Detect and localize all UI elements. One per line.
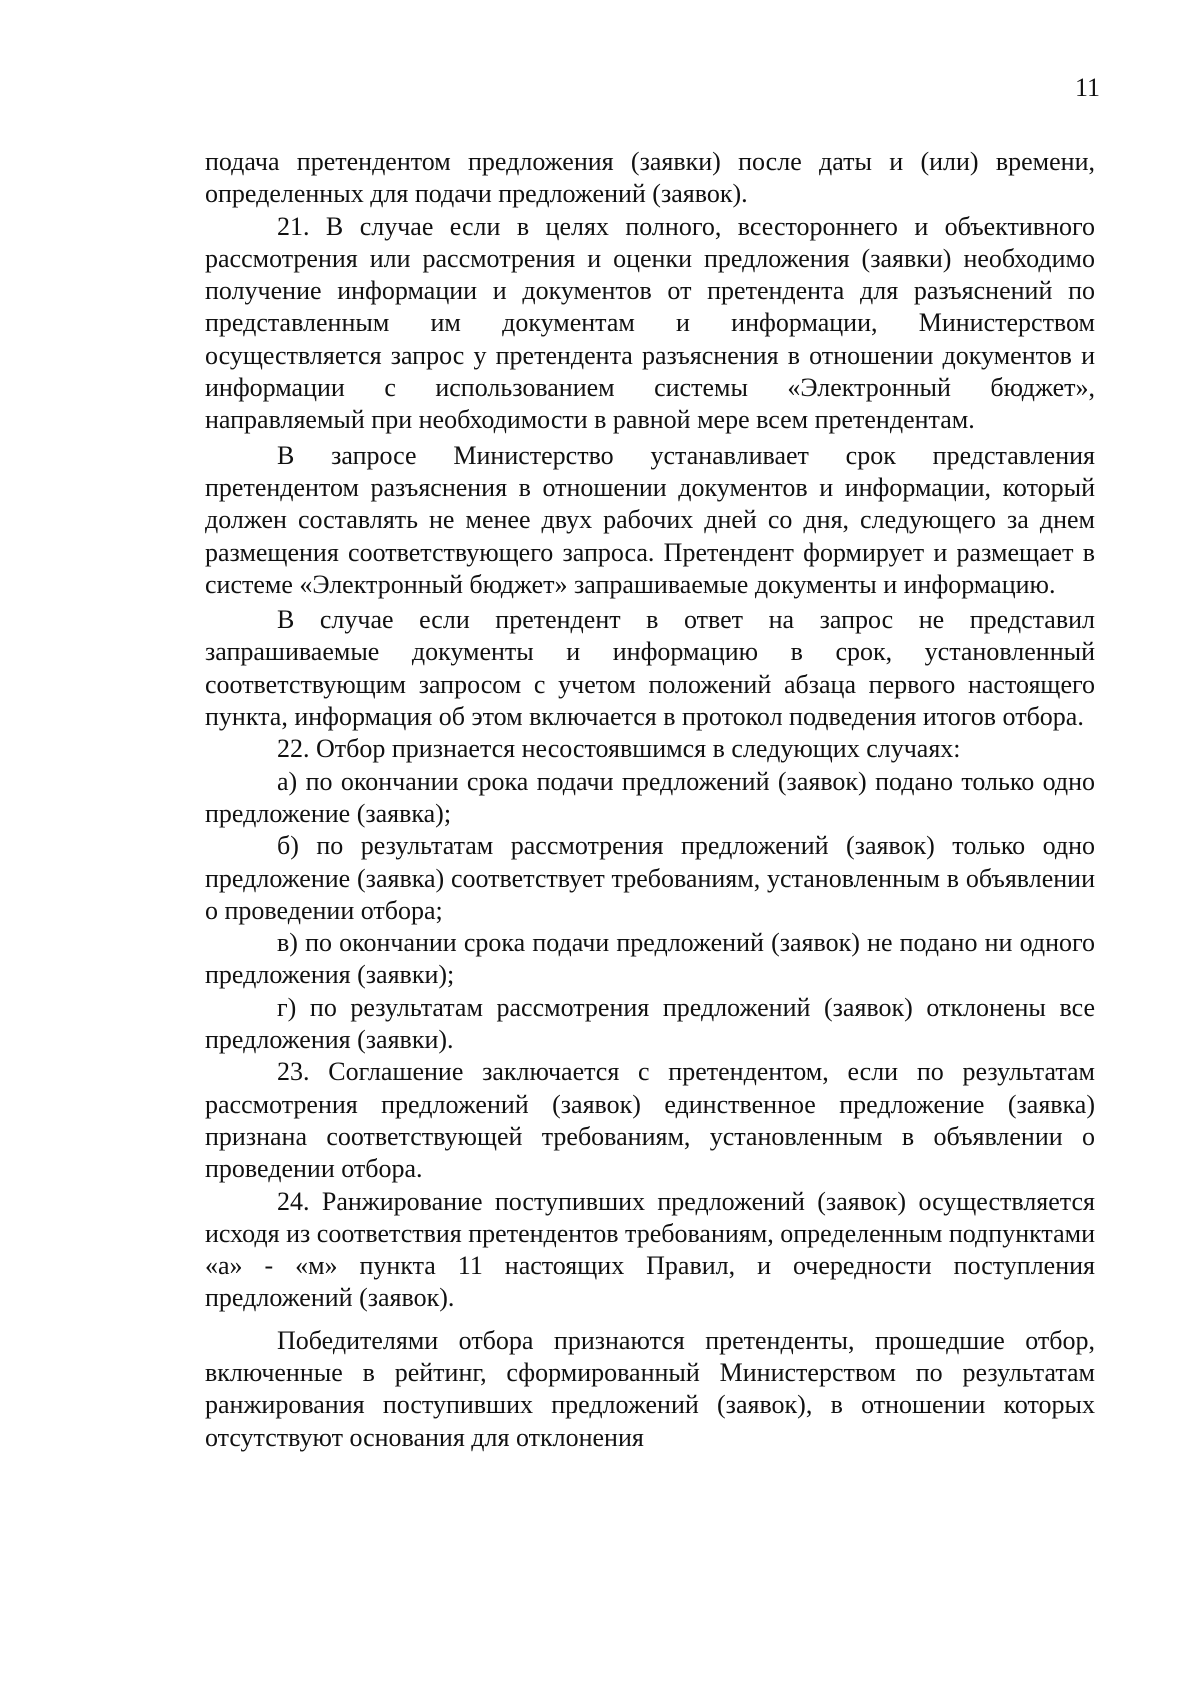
paragraph-winners: Победителями отбора признаются претенденты, прошедшие отбор, включенные в рейтинг, сформированный Министерством по результатам ранжирования поступивших предложений (заявок), в отношении которых отсутствуют основания для отклонения — [205, 1325, 1095, 1452]
list-item-v: в) по окончании срока подачи предложений (заявок) не подано ни одного предложения (заявки); — [205, 928, 1095, 990]
paragraph-item-21: 21. В случае если в целях полного, всестороннего и объективного рассмотрения или рассмотрения и оценки предложения (заявки) необходимо получение информации и документов от претендента для разъяснений по представленным им документам и информации, Министерством осуществляется запрос у претендента разъяснения в отношении документов и информации с использованием системы «Электронный бюджет», направляемый при необходимости в равной мере всем претендентам. — [205, 211, 1095, 435]
page-number: 11 — [1074, 73, 1100, 102]
paragraph-request-deadline: В запросе Министерство устанавливает срок представления претендентом разъяснения в отношении документов и информации, который должен составлять не менее двух рабочих дней со дня, следующего за днем размещения соответствующего запроса. Претендент формирует и размещает в системе «Электронный бюджет» запрашиваемые документы и информацию. — [205, 440, 1095, 599]
paragraph-item-22: 22. Отбор признается несостоявшимся в следующих случаях: — [277, 734, 961, 764]
paragraph-item-23: 23. Соглашение заключается с претендентом, если по результатам рассмотрения предложений (заявок) единственное предложение (заявка) признана соответствующей требованиям, установленным в объявлении о проведении отбора. — [205, 1057, 1095, 1184]
paragraph-no-response: В случае если претендент в ответ на запрос не представил запрашиваемые документы и информацию в срок, установленный соответствующим запросом с учетом положений абзаца первого настоящего пункта, информация об этом включается в протокол подведения итогов отбора. — [205, 605, 1095, 732]
paragraph-item-24: 24. Ранжирование поступивших предложений (заявок) осуществляется исходя из соответствия претендентов требованиям, определенным подпунктами «а» - «м» пункта 11 настоящих Правил, и очередности поступления предложений (заявок). — [205, 1186, 1095, 1313]
list-item-b: б) по результатам рассмотрения предложений (заявок) только одно предложение (заявка) соответствует требованиям, установленным в объявлении о проведении отбора; — [205, 831, 1095, 925]
document-body — [205, 146, 1095, 1454]
paragraph-continuation: подача претендентом предложения (заявки) после даты и (или) времени, определенных для подачи предложений (заявок). — [205, 147, 1095, 209]
list-item-g: г) по результатам рассмотрения предложений (заявок) отклонены все предложения (заявки). — [205, 992, 1095, 1055]
list-item-a: а) по окончании срока подачи предложений (заявок) подано только одно предложение (заявка); — [205, 766, 1095, 828]
